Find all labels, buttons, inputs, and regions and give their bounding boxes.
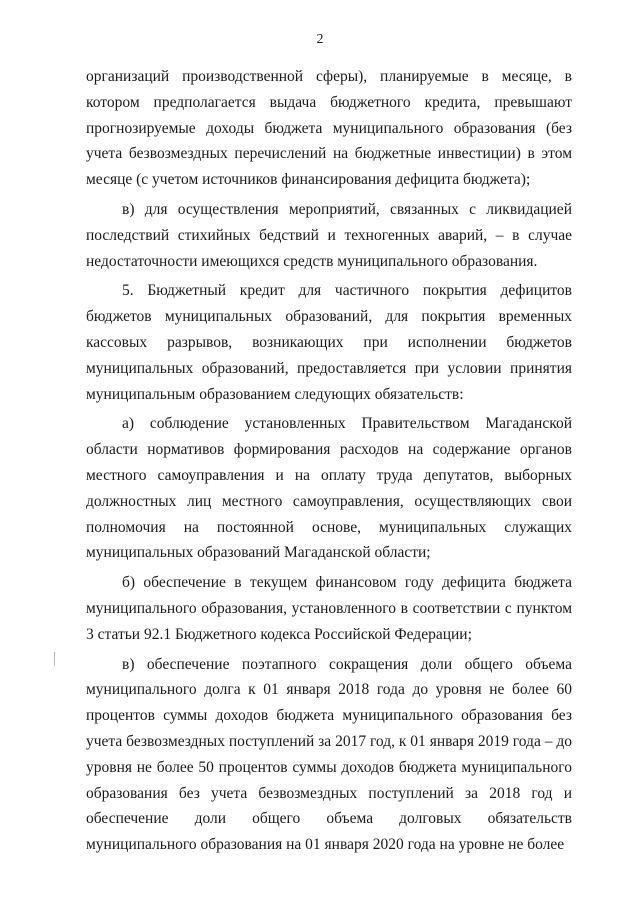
paragraph-continuation: организаций производственной сферы), планируемые в месяце, в котором предполагается выдача бюджетного кредита, превышают прогнозируемые доходы бюджета муниципального образования (без учета безвозмездных перечислений на бюджетные инвестиции) в этом месяце (с учетом источников финансирования дефицита бюджета);: [86, 68, 572, 189]
paragraph-item-b: б) обеспечение в текущем финансовом году дефицита бюджета муниципального образования, установленного в соответствии с пунктом 3 статьи 92.1 Бюджетного кодекса Российской Федерации;: [86, 574, 572, 643]
paragraph-section-5: 5. Бюджетный кредит для частичного покрытия дефицитов бюджетов муниципальных образований, для покрытия временных кассовых разрывов, возникающих при исполнении бюджетов муниципальных образований, предоставляется при условии принятия муниципальным образованием следующих обязательств:: [86, 282, 572, 403]
paragraph-item-v-debt: в) обеспечение поэтапного сокращения доли общего объема муниципального долга к 01 января 2018 года до уровня не более 60 процентов суммы доходов бюджета муниципального образования без учета безвозмездных поступлений за 2017 год, к 01 января 2019 года – до уровня не более 50 процентов суммы доходов бюджета муниципального образования без учета безвозмездных поступлений за 2018 год и обеспечение доли общего объема долговых обязательств муниципального образования на 01 января 2020 года на уровне не более: [86, 655, 572, 854]
paragraph-item-a: а) соблюдение установленных Правительством Магаданской области нормативов формирования расходов на содержание органов местного самоуправления и на оплату труда депутатов, выборных должностных лиц местного самоуправления, осуществляющих свои полномочия на постоянной основе, муниципальных служащих муниципальных образований Магаданской области;: [86, 415, 572, 562]
paragraph-item-v-disasters: в) для осуществления мероприятий, связанных с ликвидацией последствий стихийных бедствий и техногенных аварий, – в случае недостаточности имеющихся средств муниципального образования.: [86, 200, 572, 270]
page-number: 2: [316, 32, 324, 47]
margin-mark: [54, 652, 55, 666]
document-body: [86, 64, 572, 862]
